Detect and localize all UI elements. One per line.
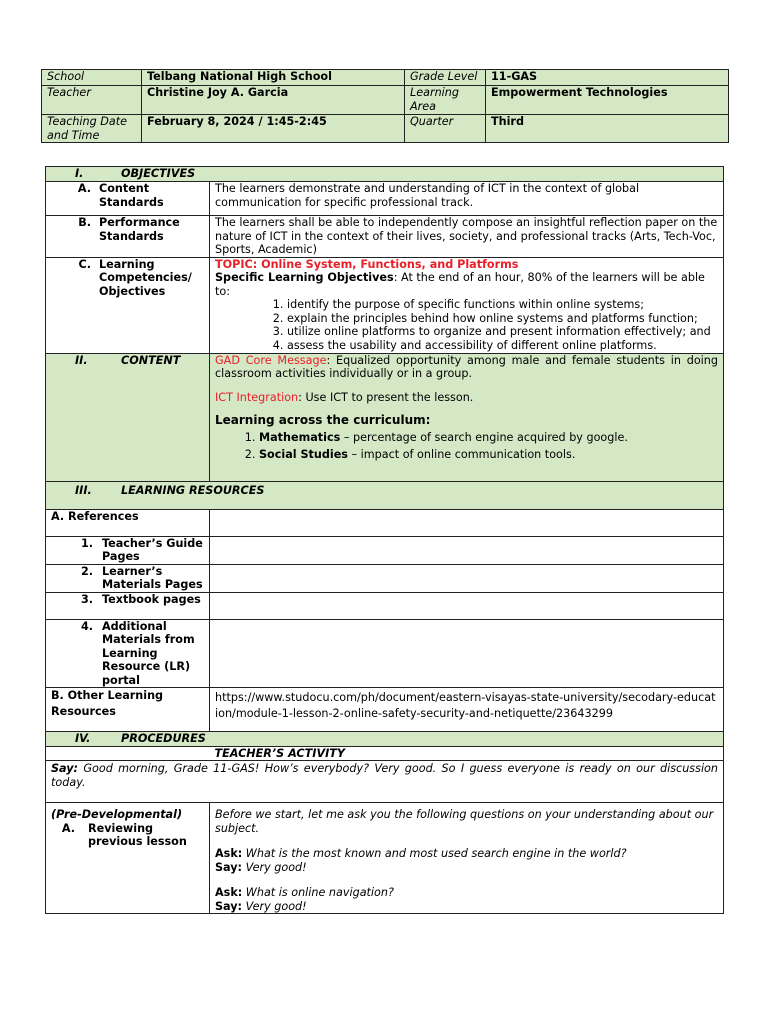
learners-materials-title: Learner’s Materials Pages [102,564,203,591]
procedures-heading [46,732,724,747]
quarter-label: Quarter [405,115,486,143]
resources-num: III. [75,483,92,497]
content-heading [46,353,210,481]
performance-standards-text: The learners shall be able to independently compose an insightful reflection paper on the nature of ICT in the context of their lives, society, and professional tracks (Arts, Tech-Voc, Sports, Academic) [210,216,724,258]
performance-standards-label [46,216,210,258]
intro-say-text: Good morning, Grade 11-GAS! How’s everybody? Very good. So I guess everyone is ready on our discussion today. [51,762,718,789]
ask2-text: What is online navigation? [242,886,394,899]
ict-text: : Use ICT to present the lesson. [298,390,474,404]
pre-developmental-label: (Pre-Developmental) [51,808,183,821]
ask1-text: What is the most known and most used search engine in the world? [242,847,627,860]
teacher-value: Christine Joy A. Garcia [142,86,405,115]
resources-title: LEARNING RESOURCES [121,483,265,497]
lesson-plan-table [45,166,724,914]
grade-label: Grade Level [405,70,486,86]
textbook-label [46,592,210,619]
additional-materials-value [210,619,724,688]
teachers-guide-title: Teacher’s Guide Pages [102,536,203,563]
across-label: Learning across the curriculum: [215,413,431,427]
teachers-guide-label [46,536,210,564]
resources-heading [46,481,724,509]
other-resources-link[interactable]: https://www.studocu.com/ph/document/eastern-visayas-state-university/secodary-education/module-1-lesson-2-online-safety-security-and-netiquette/23643299 [210,688,724,732]
objective-item-1: 1. identify the purpose of specific functions within online systems; [287,298,718,312]
objectives-heading [46,167,724,182]
say1-label: Say: [215,860,243,874]
teacher-label: Teacher [42,86,142,115]
say1-text: Very good! [242,860,307,874]
date-label: Teaching Date and Time [42,115,142,143]
across-subject-2: Social Studies [259,448,348,461]
textbook-num: 3. [80,592,93,606]
before-text: Before we start, let me ask you the following questions on your understanding about our subject. [215,808,714,835]
competencies-letter: C. [78,257,91,271]
content-num: II. [75,353,88,367]
intro-say-label: Say: [51,762,79,775]
slo-label: Specific Learning Objectives [215,271,394,284]
topic-line: TOPIC: Online System, Functions, and Platforms [215,257,519,271]
references-label: A. References [46,509,210,536]
intro-say [46,761,724,803]
say2-label: Say: [215,899,243,913]
procedures-num: IV. [75,732,91,745]
competencies-title: Learning Competencies/ Objectives [99,257,192,298]
teacher-activity-heading: TEACHER’S ACTIVITY [210,746,724,761]
review-letter: A. [61,821,75,835]
competencies-label [46,257,210,353]
objective-item-3: 3. utilize online platforms to organize and present information effectively; and [287,325,718,339]
across-list [215,431,718,462]
learners-materials-value [210,564,724,592]
grade-value: 11-GAS [486,70,729,86]
content-standards-letter: A. [77,182,91,195]
other-resources-label: B. Other Learning Resources [46,688,210,732]
content-title: CONTENT [121,353,181,367]
content-cell [210,353,724,481]
quarter-value: Third [486,115,729,143]
content-standards-title: Content Standards [99,182,164,209]
textbook-value [210,592,724,619]
objective-item-2: 2. explain the principles behind how online systems and platforms function; [287,312,718,326]
area-value: Empowerment Technologies [486,86,729,115]
teachers-guide-value [210,536,724,564]
across-subject-1: Mathematics [259,430,341,444]
pre-developmental-cell [46,803,210,914]
review-activity-cell [210,803,724,914]
area-label: Learning Area [405,86,486,115]
content-standards-text: The learners demonstrate and understanding of ICT in the context of global communication for specific professional track. [210,182,724,216]
learners-materials-label [46,564,210,592]
competencies-cell [210,257,724,353]
textbook-title: Textbook pages [102,592,201,606]
across-text-2: – impact of online communication tools. [347,448,576,461]
objectives-list [215,298,718,352]
school-value: Telbang National High School [142,70,405,86]
slo-text: : At the end of an hour, 80% of the learners will be able to: [215,271,705,298]
ask2-label: Ask: [215,886,243,899]
references-value [210,509,724,536]
objective-item-4: 4. assess the usability and accessibility of different online platforms. [287,339,718,353]
objectives-num: I. [75,167,84,180]
activity-blank [46,746,210,761]
content-standards-label [46,182,210,216]
objectives-title: OBJECTIVES [121,167,196,180]
performance-standards-title: Performance Standards [99,216,180,243]
ict-label: ICT Integration [215,390,299,404]
learners-materials-num: 2. [80,564,93,578]
additional-materials-num: 4. [80,619,93,633]
performance-standards-letter: B. [78,216,91,229]
gad-label: GAD Core Message [215,353,327,367]
procedures-title: PROCEDURES [121,732,206,745]
teachers-guide-num: 1. [80,536,93,550]
additional-materials-label [46,619,210,688]
date-value: February 8, 2024 / 1:45-2:45 [142,115,405,143]
say2-text: Very good! [242,899,307,913]
review-label: Reviewing previous lesson [88,821,187,848]
across-text-1: – percentage of search engine acquired by google. [340,430,628,444]
school-label: School [42,70,142,86]
header-table [41,69,729,143]
additional-materials-title: Additional Materials from Learning Resource (LR) portal [102,619,195,687]
gad-text: : Equalized opportunity among male and female students in doing classroom activities individually or in a group. [215,353,718,380]
ask1-label: Ask: [215,847,243,860]
